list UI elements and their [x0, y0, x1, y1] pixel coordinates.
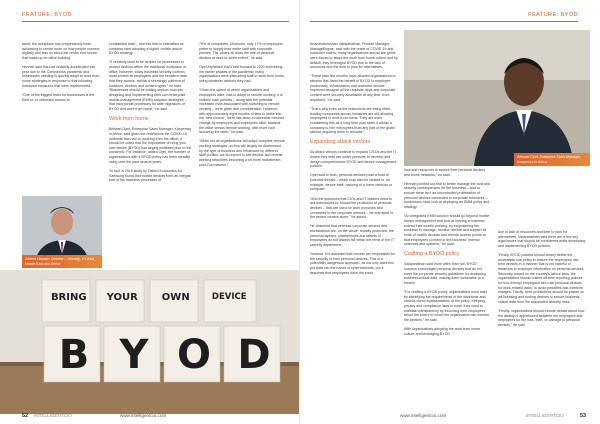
paragraph: “That’s why even as the restrictions are being lifted, leading companies across industries are still allowing employees to work from home. They are even considering this as a long-term plan since it allows a company to hire employees from any part of the globe, without requiring them to relocate.”	[310, 106, 396, 135]
page-number: 53	[580, 413, 586, 419]
paragraph: confidential data – and this fear is intensified as business start adopting a digital, mobile and/or BYOD strategy.	[109, 42, 184, 56]
right-column-3	[498, 230, 586, 332]
paragraph: “For drafting a BYOD policy, organisations must start by identifying the requirements of the workforce and various client representatives of the policy. Keeping privacy and compliance laws in mind, they need to maintain transparency by informing their employees about the extent to which the organisation can monitor the devices,” he said.	[404, 290, 490, 323]
paragraph: “These past few months have allowed organisations to witness first-hand the benefit of BYOD to employee productivity, collaboration and customer service improved because all the requisite apps and corporate content were securely accessible at any time, from anywhere,” he said.	[310, 74, 396, 102]
left-column-1	[22, 42, 102, 107]
footer-brand: INTELLIGENTCIO	[526, 413, 564, 418]
photo-caption: Bellwari Opel, Enterprise Sales Manager, Kaspersky in Africa	[514, 153, 590, 166]
subheading: Crafting a BYOD policy	[404, 251, 460, 258]
paragraph: Opel explained that if fast forward to 2020 and during the earlier phases of the pandemic, many organisations were instructing staff to work from home, using whatever devices they had.	[199, 65, 285, 84]
feature-tag: FEATURE: BYOD	[22, 12, 72, 18]
page-number: 52	[22, 413, 28, 419]
byod-big-text	[44, 332, 284, 378]
paragraph: “And the questions that CIOs and IT leaders need to ask themselves is: should the protection of personal devices – that are used for work purposes and connected to the corporate network – be entrusted to the device owners alone,” he asked.	[310, 196, 394, 220]
portrait-photo-hennah	[22, 196, 102, 268]
feature-tag: FEATURE: BYOD	[528, 12, 578, 18]
cube-word: YOUR	[106, 292, 138, 303]
paragraph: With organisations adopting the work from home culture and leveraging BYOD	[404, 327, 481, 336]
right-page	[300, 0, 600, 424]
person-portrait-icon	[404, 30, 590, 166]
photo-caption: Zaheer Hennah, Director – Security, EY Asia, Middle East and Africa	[22, 255, 102, 268]
paragraph: “While not all organisations will adopt complete remote working strategies, so this will largely be determined by the type of business and influenced by different staff profiles, we do expect to see flexible and remote working structures becoming a lot more mainstream post-Coronavirus.”	[199, 139, 285, 167]
footer-url: www.intelligentcio.com	[120, 413, 167, 418]
paragraph: trend, the workplace has progressively been advancing to centre more on how people connect digitally and less so about the bricks and mortar that make up an office building.	[22, 42, 100, 60]
paragraph: “Instead, it is assumed that owners are responsible for the security of their personal devices. This is a potentially dangerous approach, as not only does this put data into the hands of cybercriminals, but it assumes that employees have the know	[310, 252, 396, 275]
paragraph: Hennah pointed out that to better manage the cost and security consequences for the business – and to ensure there isn’t an uncontrolled proliferation of personal devices connected to corporate resources – businesses must look at deploying an EMM policy and strategy.	[404, 181, 490, 210]
byod-letter: D	[237, 332, 271, 378]
subheading: Work from home	[109, 116, 149, 123]
header-rule	[22, 21, 289, 22]
footer-url: www.intelligentcio.com	[400, 413, 447, 418]
subheading: Expanding attack vectors	[310, 139, 371, 146]
left-column-2	[109, 42, 193, 187]
cube-word: OWN	[161, 292, 190, 303]
byod-letters	[44, 332, 284, 378]
paragraph: Opel said in truth, personal devices pose a host of potential threats – which may also be related to, for example, device theft, hacking of a home network or computer.	[310, 173, 393, 192]
footer-brand: INTELLIGENTCIO	[34, 413, 72, 418]
paragraph: As attack vectors continue to expand CISOs and the IT teams they lead are under pressure to develop and design comprehensive BYOD and device management policies.	[310, 150, 397, 169]
paragraph: “An integrated EMM solution should go beyond mobile device management and look at helping a business extend their mobile working, by empowering the business to manage, monitor, secure and support all sorts of mobile devices and remote access points so that employees connect to the business’ internal networks and systems,” he said.	[404, 214, 490, 247]
left-column-3	[199, 42, 285, 172]
paragraph: how and resources to secure their personal devices and home networks,” he said.	[404, 168, 486, 177]
byod-feature-image	[0, 270, 300, 414]
paragraph: Hennah said this has certainly accelerated this year due to the Coronavirus pandemic and businesses needing to quickly adapt to work from home strategies in response to that following lockdown measures that were implemented.	[22, 65, 100, 88]
paragraph: Anandhakrishnan Vaidyanathan, Product Manager, ManageEngine, said with the onset of COVID-19 and lockdown orders, many organisations across the globe were forced to adopt the work from home culture and by default, they leveraged BYOD due to the lack of resources and the time to plan for alternatives.	[310, 42, 398, 70]
paragraph: due to lack of resources and time to plan for alternatives, Vaidyanathan said there are a few key legal issues that should be considered while developing and implementing BYOD policies.	[498, 230, 586, 248]
header-rule	[310, 21, 578, 22]
paragraph: “Finally, organisations should include details about how the liability is apportioned between the employers and employees for the loss, theft, or damage to personal devices,” he said.	[498, 308, 585, 327]
paragraph: “Firstly, BYOD policies should clearly define the acceptable use policy to ensure the employees use their devices in a manner that is not harmful or malicious to employer information on personal devices. Secondly, based on the country’s labour laws, the organisations should outline off-time reporting policies for non-exempt employees who use personal devices for work-related tasks, to avoid penalties and overtime charges. Thirdly, strict prohibitions should be placed on jail-breaking and rooting devices to secure business-critical data from the associated security risks.	[498, 253, 585, 304]
right-column-2	[404, 168, 490, 341]
byod-letter: B	[58, 332, 90, 378]
paragraph: “One of the biggest fears for businesses is the theft of, or untrusted access to,	[22, 92, 95, 102]
byod-letter: O	[176, 332, 211, 378]
paragraph: “Given the speed at which organisations and employees alike, had to adopt to remote working, it is unlikely such policies – along with the potential increased risks associated with switching to remote working – were given due consideration. However, with approximately eight months of time to settle into the ‘new normal’, there has been a noticeable mindset change by employers and employees alike, towards the office versus remote working, with more now favouring the latter,” he said.	[199, 88, 284, 135]
right-column-1	[310, 42, 398, 280]
paragraph: “In fact, a 2018 study by Oxford Economics for Samsung found that mobile devices form an integral part of the business processes of	[109, 168, 191, 183]
cube-word: DEVICE	[211, 292, 247, 302]
paragraph: He observed that whereas corporate servers and workstations are, on the whole, reliably protected, the personal laptops, smartphones and tablets of employees do not always fall within the remit of the IT security department.	[310, 224, 395, 247]
portrait-photo-opel	[404, 30, 590, 166]
paragraph: Vaidyanathan said more often than not, BYOD success encouraged personal devices that do not meet the corporate security guidelines for accessing business-critical data, making them vulnerable to a breach.	[404, 262, 486, 285]
paragraph: “It certainly used to be simpler for businesses to protect devices within the traditional workplace or office, however, today business security controls must protect all employees and the sensitive data that they access, across a seemingly plethora of locations, devices and content types,” he said. “Businesses should be putting serious trust into designing and implementing their own enterprise mobile management (EMM) adoption strategies – that incorporate processes for safe migrations of BYOD and work from home,” he said.	[109, 60, 187, 112]
paragraph: 75% of companies. Moreover, only 17% of employers prefer to supply their entire staff with corporate phones. The others all allow the use of personal devices at work to some extent,” he said.	[199, 42, 283, 60]
paragraph: Bellwari Opel, Enterprise Sales Manager, Kaspersky in Africa, said given the restrictions the COVID-19 outbreak has had on working from the office, it should be noted that the importance of bring your own device (BYOD) has largely instituted prior to the pandemic. For instance, added Opel, the number of organisations with a BYOD policy has been steadily rising over the past several years.	[109, 127, 192, 164]
cube-word: BRING	[50, 292, 87, 303]
byod-letter: Y	[119, 332, 149, 378]
cube-words	[42, 292, 256, 303]
